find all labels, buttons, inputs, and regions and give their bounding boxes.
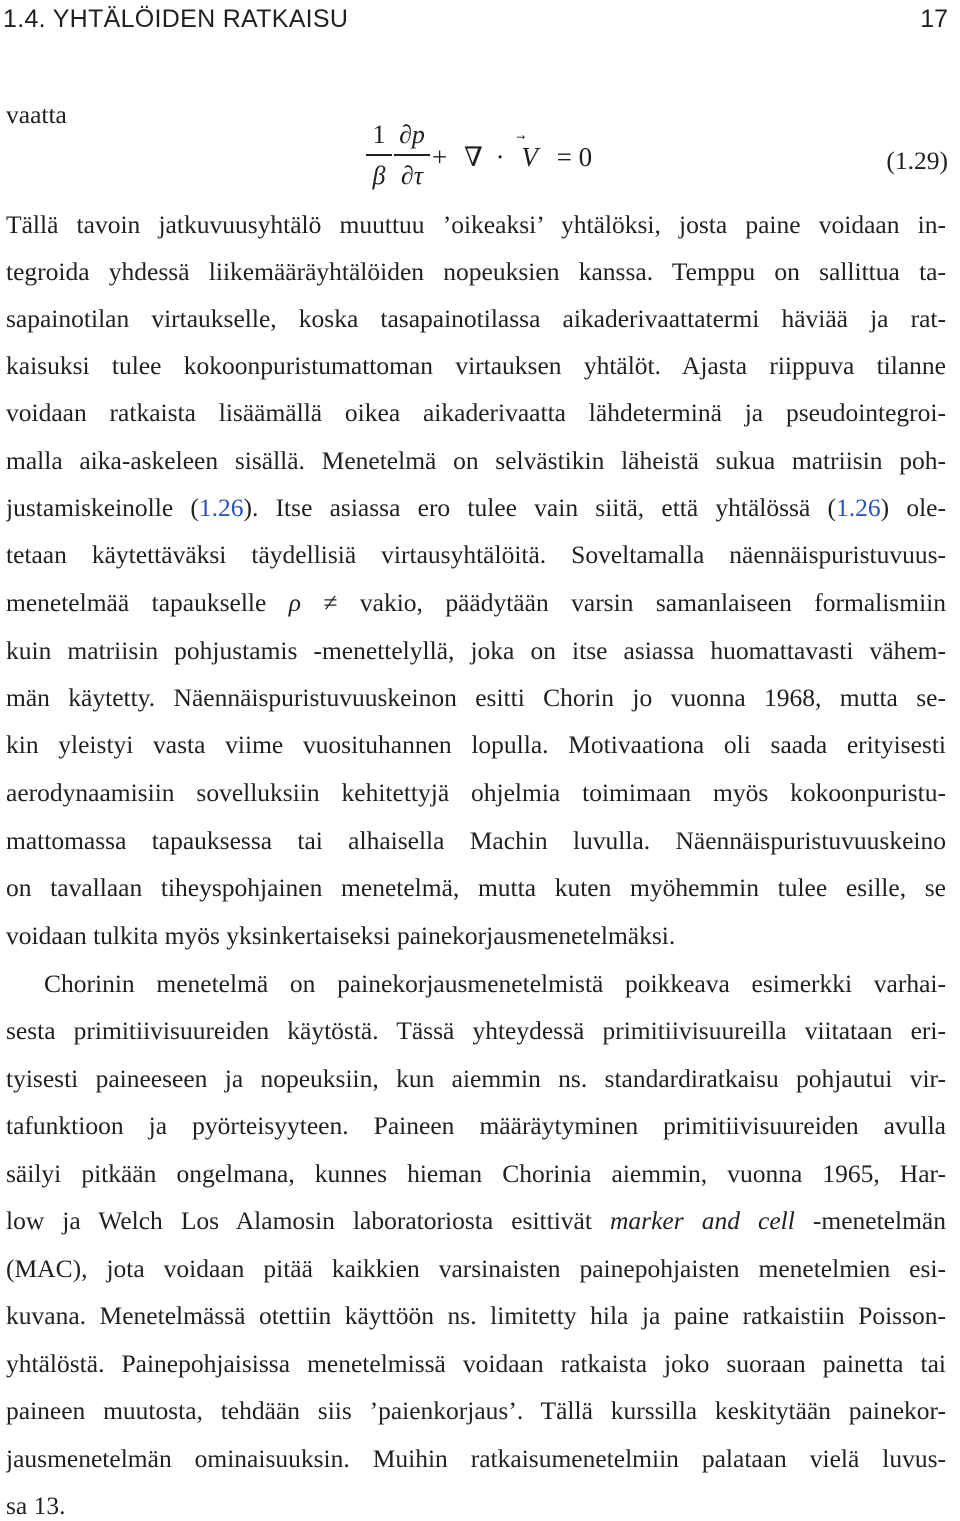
intro-word: vaatta: [6, 100, 67, 129]
equals-zero: = 0: [556, 142, 593, 172]
fraction-bar: [366, 154, 392, 156]
paragraph-1-line-1: Tällä tavoin jatkuvuusyhtälö muuttuu ’oikeaksi’ yhtälöksi, josta paine voidaan in-: [6, 210, 946, 239]
equation-rhs: [432, 142, 592, 172]
text-segment: vakio, päädytään varsin samanlaiseen formalismiin: [359, 588, 946, 617]
page-number: 17: [920, 5, 948, 33]
paragraph-1-line-5: voidaan ratkaista lisäämällä oikea aikaderivaatta lähdeterminä ja pseudointegroi-: [6, 398, 946, 427]
equation-ref-link[interactable]: 1.26: [836, 493, 881, 522]
paragraph-1-line-2: tegroida yhdessä liikemääräyhtälöiden nopeuksien kanssa. Temppu on sallittua ta-: [6, 257, 946, 286]
paragraph-1-line-4: kaisuksi tulee kokoonpuristumattoman virtauksen yhtälöt. Ajasta riippuva tilanne: [6, 351, 946, 380]
equation-ref-link[interactable]: 1.26: [198, 493, 244, 522]
fraction-denominator: ∂τ: [400, 160, 424, 190]
vector-letter: V: [521, 142, 538, 172]
paragraph-1-line-11: män käytetty. Näennäispuristuvuuskeinon esitti Chorin jo vuonna 1968, mutta se-: [6, 683, 946, 712]
paragraph-1-line-8: tetaan käytettäväksi täydellisiä virtausyhtälöitä. Soveltamalla näennäispuristuvuus-: [6, 540, 946, 569]
fraction-denominator: β: [372, 160, 386, 190]
paragraph-2-line-1: Chorinin menetelmä on painekorjausmenetelmistä poikkeava esimerkki varhai-: [44, 969, 946, 998]
not-equal-symbol: ≠: [323, 588, 338, 617]
text-segment: menetelmää tapaukselle: [6, 588, 289, 617]
paragraph-1-line-10: kuin matriisin pohjustamis -menettelyllä, joka on itse asiassa huomattavasti vähem-: [6, 636, 946, 665]
equation-number: (1.29): [886, 146, 948, 175]
rho-symbol: ρ: [288, 588, 301, 617]
paragraph-2-line-6: [6, 1206, 946, 1236]
text-segment: ). Itse asiassa ero tulee vain siitä, että yhtälössä (: [243, 493, 837, 522]
emphasized-term: marker and cell: [610, 1206, 795, 1235]
paragraph-1-line-15: on tavallaan tiheyspohjainen menetelmä, mutta kuten myöhemmin tulee esille, se: [6, 873, 946, 902]
plus-sign: +: [432, 142, 448, 172]
paragraph-1-line-12: kin yleistyi vasta viime vuosituhannen lopulla. Motivaationa oli saada erityisesti: [6, 730, 946, 759]
fraction-dp-dtau: [394, 120, 430, 191]
equation-1-29: [0, 120, 960, 200]
nabla-operator: ∇: [463, 142, 483, 172]
text-segment: justamiskeinolle (: [6, 493, 199, 522]
paragraph-2-line-2: sesta primitiivisuureiden käytöstä. Tässä yhteydessä primitiivisuureilla viitataan eri-: [6, 1016, 946, 1045]
paragraph-1-line-14: mattomassa tapauksessa tai alhaisella Machin luvulla. Näennäispuristuvuuskeino: [6, 826, 946, 855]
paragraph-2-line-10: paineen muutosta, tehdään siis ’paienkorjaus’. Tällä kurssilla keskitytään painekor-: [6, 1396, 946, 1425]
paragraph-1-line-7: [6, 493, 946, 523]
paragraph-2-line-11: jausmenetelmän ominaisuuksin. Muihin ratkaisumenetelmiin palataan vielä luvus-: [6, 1444, 946, 1473]
paragraph-1-line-16: voidaan tulkita myös yksinkertaiseksi painekorjausmenetelmäksi.: [6, 921, 676, 950]
text-segment: low ja Welch Los Alamosin laboratoriosta esittivät: [6, 1206, 610, 1235]
paragraph-1-line-13: aerodynaamisiin sovelluksiin kehitettyjä ohjelmia toimimaan myös kokoonpuristu-: [6, 778, 946, 807]
paragraph-1-line-6: malla aika-askeleen sisällä. Menetelmä on selvästikin läheistä sukua matriisin poh-: [6, 446, 946, 475]
fraction-bar: [394, 154, 430, 156]
running-header: [3, 2, 948, 36]
paragraph-2-line-8: kuvana. Menetelmässä otettiin käyttöön ns. limitetty hila ja paine ratkaistiin Poisson-: [6, 1301, 946, 1330]
fraction-one-over-beta: [366, 120, 392, 191]
section-title: 1.4. YHTÄLÖIDEN RATKAISU: [3, 5, 349, 33]
paragraph-2-line-5: säilyi pitkään ongelmana, kunnes hieman Chorinia aiemmin, vuonna 1965, Har-: [6, 1159, 946, 1188]
text-segment: -menetelmän: [794, 1206, 946, 1235]
paragraph-2-line-12: sa 13.: [6, 1491, 66, 1520]
paragraph-2-line-3: tyisesti paineeseen ja nopeuksiin, kun aiemmin ns. standardiratkaisu pohjautui vir-: [6, 1064, 946, 1093]
fraction-numerator: 1: [372, 120, 386, 149]
paragraph-1-line-9: [6, 588, 946, 618]
paragraph-2-line-4: tafunktioon ja pyörteisyyteen. Paineen määräytyminen primitiivisuureiden avulla: [6, 1111, 946, 1140]
text-segment: ) ole-: [880, 493, 946, 522]
paragraph-2-line-7: (MAC), jota voidaan pitää kaikkien varsinaisten painepohjaisten menetelmien esi-: [6, 1254, 946, 1283]
paragraph-2-line-9: yhtälöstä. Painepohjaisissa menetelmissä voidaan ratkaista joko suoraan painetta tai: [6, 1349, 946, 1378]
velocity-vector: [521, 142, 538, 172]
dot-operator: ·: [495, 142, 505, 172]
fraction-numerator: ∂p: [399, 120, 425, 149]
paragraph-1-line-3: sapainotilan virtaukselle, koska tasapainotilassa aikaderivaattatermi häviää ja rat-: [6, 304, 946, 333]
